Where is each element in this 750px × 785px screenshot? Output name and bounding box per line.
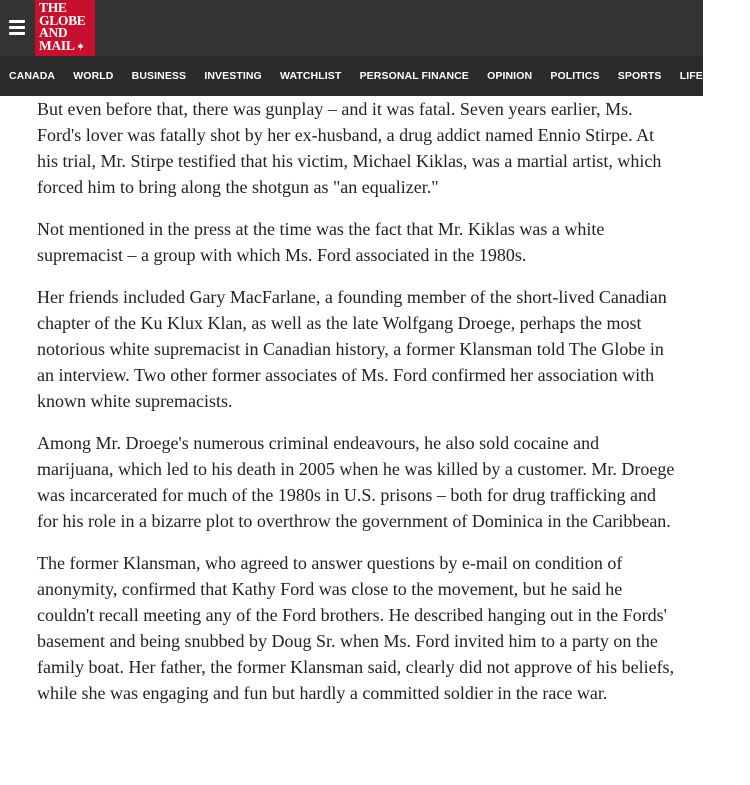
article-paragraph: Not mentioned in the press at the time was the fact that Mr. Kiklas was a white supremacist – a group with which Ms. Ford associated in the 1980s. [37, 219, 605, 265]
logo-line: THE [39, 0, 67, 15]
nav-item-watchlist[interactable]: WATCHLIST [280, 70, 342, 82]
nav-item-personal-finance[interactable]: PERSONAL FINANCE [359, 70, 469, 82]
nav-item-world[interactable]: WORLD [73, 70, 114, 82]
nav-item-politics[interactable]: POLITICS [550, 70, 600, 82]
article-paragraph: The former Klansman, who agreed to answer questions by e-mail on condition of anonymity, confirmed that Kathy Ford was close to the movement, but he said he couldn't recall meeting any of the Ford brothers. He described hanging out in the Fords' basement and being snubbed by Doug Sr. when Ms. Ford invited him to a party on the family boat. Her father, the former Klansman said, clearly did not approve of his beliefs, while she was engaging and fun but hardly a committed soldier in the race war. [37, 553, 675, 703]
globe-and-mail-logo[interactable] [35, 0, 95, 56]
nav-item-arts[interactable]: ARTS [721, 70, 750, 82]
article-paragraph: Her friends included Gary MacFarlane, a founding member of the short-lived Canadian chapter of the Ku Klux Klan, as well as the late Wolfgang Droege, perhaps the most notorious white supremacist in Canadian history, a former Klansman told The Globe in an interview. Two other former associates of Ms. Ford confirmed her association with known white supremacists. [37, 287, 667, 411]
article-paragraph: But even before that, there was gunplay – and it was fatal. Seven years earlier, Ms. Ford's lover was fatally shot by her ex-husband, a drug addict named Ennio Stirpe. At his trial, Mr. Stirpe testified that his victim, Michael Kiklas, was a martial artist, which forced him to bring along the shotgun as "an equalizer." [37, 99, 662, 197]
top-bar [0, 0, 703, 56]
nav-item-sports[interactable]: SPORTS [617, 70, 662, 82]
article-paragraph: Among Mr. Droege's numerous criminal endeavours, he also sold cocaine and marijuana, which led to his death in 2005 when he was killed by a customer. Mr. Droege was incarcerated for much of the 1980s in U.S. prisons – both for drug trafficking and for his role in a bizarre plot to overthrow the government of Dominica in the Caribbean. [37, 433, 675, 531]
nav-item-business[interactable]: BUSINESS [131, 70, 187, 82]
maple-leaf-icon [77, 43, 84, 50]
section-nav [0, 56, 750, 96]
nav-item-investing[interactable]: INVESTING [204, 70, 262, 82]
nav-item-opinion[interactable]: OPINION [487, 70, 533, 82]
nav-item-canada[interactable]: CANADA [9, 70, 56, 82]
menu-icon[interactable] [9, 20, 25, 34]
article-body [0, 96, 703, 706]
logo-line: AND [39, 25, 68, 40]
logo-line: GLOBE [39, 12, 86, 28]
nav-item-life[interactable]: LIFE [679, 70, 703, 82]
logo-line: MAIL [39, 37, 75, 53]
